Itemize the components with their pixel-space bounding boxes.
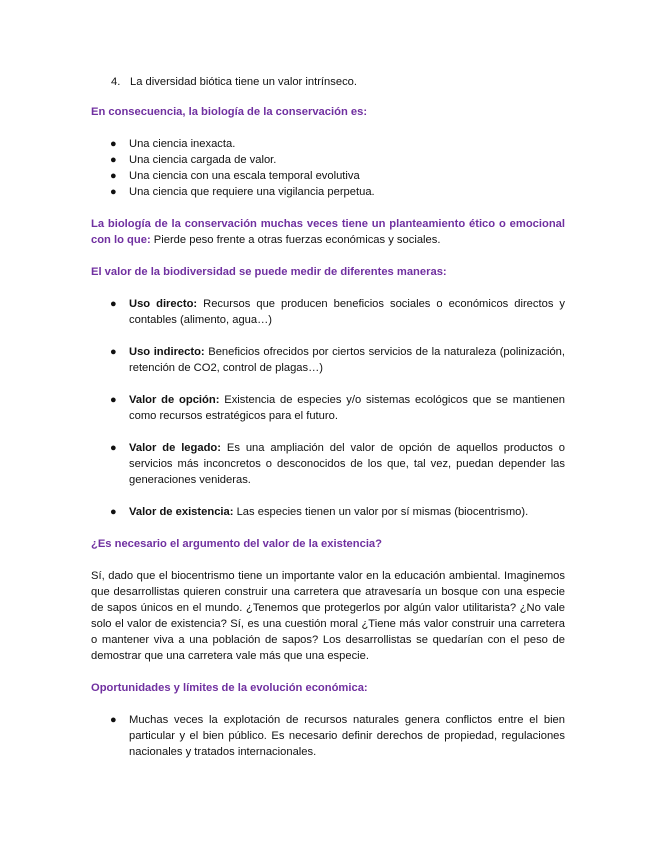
list-item [91, 504, 565, 520]
ethical-paragraph [91, 216, 565, 248]
bullet-icon: ● [110, 154, 117, 166]
value-description: Existencia de especies y/o sistemas ecológicos que se mantienen como recursos estratégicos para el futuro. [129, 394, 565, 422]
list-item [91, 392, 565, 424]
bullet-icon: ● [110, 170, 117, 182]
value-term: Uso directo: [129, 298, 198, 310]
value-term: Valor de opción: [129, 394, 220, 406]
bullet-icon: ● [110, 346, 117, 358]
bullet-icon: ● [110, 394, 117, 406]
ethical-heading: La biología de la conservación muchas veces tiene un planteamiento ético o emocional con lo que: [91, 218, 565, 246]
document-page [91, 74, 565, 760]
value-term: Uso indirecto: [129, 346, 205, 358]
section-heading-economic-evolution: Oportunidades y límites de la evolución económica: [91, 682, 368, 694]
list-item: ● Muchas veces la explotación de recursos naturales genera conflictos entre el bien particular y el bien público. Es necesario definir derechos de propiedad, regulaciones nacionales y tratados internacionales. [110, 714, 565, 758]
value-description: Beneficios ofrecidos por ciertos servicios de la naturaleza (polinización, retención de CO2, control de plagas…) [129, 346, 566, 374]
bullet-icon: ● [110, 442, 117, 454]
item-number: 4. [111, 76, 121, 88]
list-item [91, 440, 565, 488]
conservation-list [91, 136, 565, 200]
value-description: Recursos que producen beneficios sociales o económicos directos y contables (alimento, agua…) [129, 298, 565, 326]
list-item: ● Una ciencia con una escala temporal evolutiva [110, 170, 360, 182]
list-item: ● Una ciencia cargada de valor. [110, 154, 277, 166]
item-text: La diversidad biótica tiene un valor intrínseco. [130, 76, 357, 88]
value-description: Es una ampliación del valor de opción de aquellos productos o servicios más inconcretos o desconocidos de los que, tal vez, puedan depender las generaciones venideras. [129, 442, 566, 486]
bullet-icon: ● [110, 506, 117, 518]
bullet-icon: ● [110, 186, 117, 198]
section-heading-conservation: En consecuencia, la biología de la conservación es: [91, 106, 368, 118]
value-description: Las especies tienen un valor por sí mismas (biocentrismo). [233, 506, 529, 518]
list-item [91, 296, 565, 328]
economic-list [91, 712, 565, 760]
list-item [91, 344, 565, 376]
value-types-list [91, 296, 565, 520]
section-heading-existence-argument: ¿Es necesario el argumento del valor de la existencia? [91, 538, 382, 550]
list-item: ● Una ciencia que requiere una vigilancia perpetua. [110, 186, 375, 198]
existence-paragraph: Sí, dado que el biocentrismo tiene un importante valor en la educación ambiental. Imaginemos que desarrollistas quieren construir una carretera que atravesaría un bosque con una especie de sapos únicos en el mundo. ¿Tenemos que protegerlos por algún valor utilitarista? ¿No vale solo el valor de existencia? Sí, es una cuestión moral ¿Tiene más valor construir una carretera o mantener viva a una población de sapos? Los desarrollistas se quedarían con el peso de demostrar que una carretera vale más que una especie. [91, 570, 565, 662]
bullet-icon: ● [110, 714, 117, 726]
value-term: Valor de legado: [129, 442, 221, 454]
numbered-item [111, 74, 565, 90]
ethical-text: Pierde peso frente a otras fuerzas económicas y sociales. [150, 234, 441, 246]
section-heading-biodiversity-value: El valor de la biodiversidad se puede medir de diferentes maneras: [91, 266, 447, 278]
bullet-icon: ● [110, 138, 117, 150]
bullet-icon: ● [110, 298, 117, 310]
value-term: Valor de existencia: [129, 506, 234, 518]
list-item: ● Una ciencia inexacta. [110, 138, 236, 150]
